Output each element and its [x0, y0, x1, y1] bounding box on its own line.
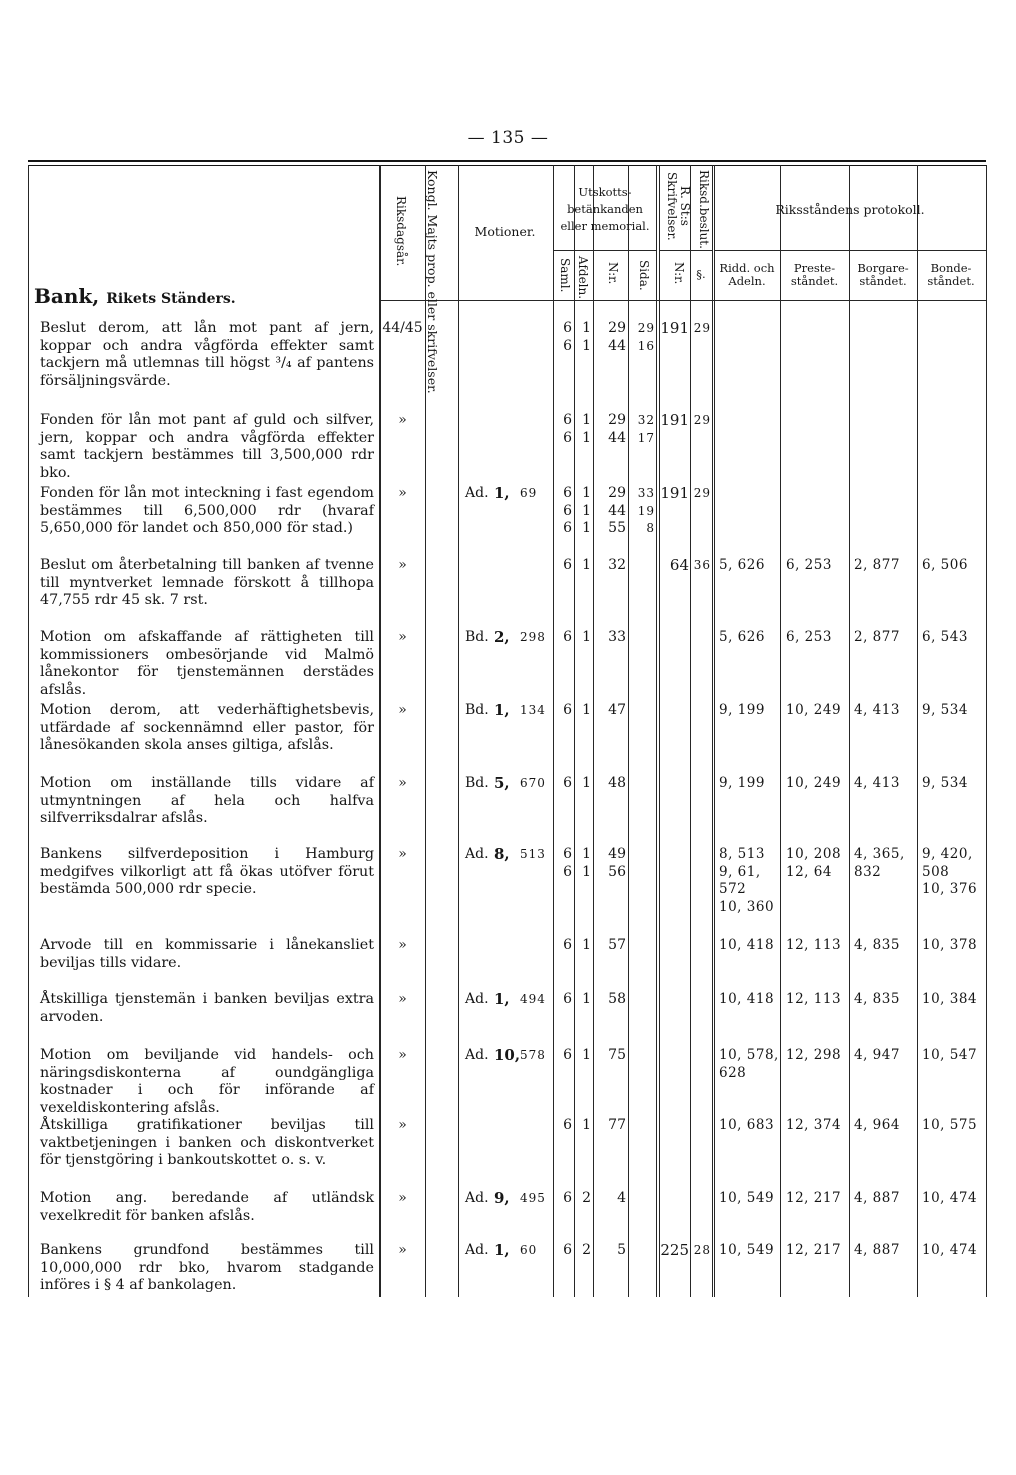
entry-protokoll-ridd: 10, 418: [719, 937, 775, 953]
header-preste: Preste- ståndet.: [790, 261, 839, 288]
header-rsts: R. St:s Skrifvelser.: [665, 172, 692, 241]
entry-afdeln: 1: [582, 702, 591, 718]
entry-sida: 33 19 8: [637, 486, 655, 535]
entry-saml: 6: [563, 1047, 572, 1063]
entry-motion-prefix: Ad.: [465, 485, 489, 501]
entry-saml: 6: [563, 991, 572, 1007]
col-line-right: [986, 165, 987, 1297]
entry-sida: 32 17: [637, 413, 655, 445]
entry-year: »: [398, 991, 407, 1007]
entry-protokoll-preste: 12, 298: [786, 1047, 842, 1063]
entry-protokoll-ridd: 8, 513 9, 61, 572 10, 360: [719, 846, 775, 915]
entry-motion-prefix: Bd.: [465, 702, 489, 718]
header-bonde: Bonde- ståndet.: [927, 261, 975, 288]
entry-nr: 58: [608, 991, 626, 1007]
entry-protokoll-bonde: 10, 474: [922, 1242, 978, 1258]
col-line-para: [712, 165, 713, 1297]
entry-year: »: [398, 702, 407, 718]
entry-text: Motion derom, att vederhäftighetsbevis, utfärdade af sockennämnd eller pastor, för lånesökanden skola anses giltiga, afslås.: [40, 702, 374, 753]
entry-protokoll-preste: 6, 253: [786, 629, 832, 645]
entry-motion-page: 513: [520, 847, 546, 861]
entry-protokoll-borgare: 4, 365, 832: [854, 846, 905, 880]
entry-protokoll-borgare: 2, 877: [854, 557, 900, 573]
entry-motion-number: 8,: [494, 845, 510, 863]
entry-saml: 6: [563, 702, 572, 718]
entry-saml: 6: [563, 937, 572, 953]
entry-afdeln: 1: [582, 1047, 591, 1063]
entry-afdeln: 1 1: [582, 320, 591, 354]
entry-text: Åtskilliga tjenstemän i banken beviljas extra arvoden.: [40, 991, 374, 1025]
entry-afdeln: 1: [582, 991, 591, 1007]
entry-year: »: [398, 1117, 407, 1133]
header-paragraph: §.: [696, 267, 706, 281]
entry-motion-prefix: Ad.: [465, 1242, 489, 1258]
entry-rst-nr: 191: [660, 484, 689, 502]
entry-protokoll-ridd: 10, 549: [719, 1242, 775, 1258]
entry-nr: 47: [608, 702, 626, 718]
entry-saml: 6 6: [563, 846, 572, 880]
entry-afdeln: 1 1 1: [582, 485, 591, 536]
page-number: — 135 —: [467, 128, 549, 148]
col-line-para-double: [714, 165, 715, 1297]
entry-nr: 29 44: [608, 320, 626, 354]
entry-nr: 57: [608, 937, 626, 953]
top-rule-thick: [28, 160, 986, 162]
entry-protokoll-preste: 10, 208 12, 64: [786, 846, 842, 880]
entry-text: Fonden för lån mot pant af guld och silfver, jern, koppar och andra vågförda effekter samt tackjern bestämmes till 3,500,000 rdr bko.: [40, 412, 374, 481]
header-nr: N:r.: [606, 262, 620, 285]
entry-saml: 6 6: [563, 412, 572, 446]
header-riksd: Riksd.beslut.: [697, 170, 711, 249]
entry-year: »: [398, 775, 407, 791]
entry-text: Arvode till en kommissarie i lånekansliet beviljas tills vidare.: [40, 937, 374, 971]
header-sida: Sida.: [637, 260, 651, 291]
entry-text: Bankens silfverdeposition i Hamburg medgifves vilkorligt att få ökas utöfver förut bestämda 500,000 rdr specie.: [40, 846, 374, 897]
entry-protokoll-ridd: 5, 626: [719, 629, 765, 645]
entry-saml: 6 6: [563, 320, 572, 354]
header-borgare: Borgare- ståndet.: [857, 261, 909, 288]
entry-protokoll-borgare: 4, 887: [854, 1242, 900, 1258]
section-title-sub: Rikets Ständers.: [106, 291, 236, 307]
entry-motion-number: 1,: [494, 1241, 510, 1259]
header-ridd: Ridd. och Adeln.: [719, 261, 775, 288]
entry-text: Motion om inställande tills vidare af utmyntningen af hela och halfva silfverriksdalrar afslås.: [40, 775, 374, 826]
header-riksdagsar: Riksdagsår.: [394, 196, 408, 267]
entry-motion-page: 298: [520, 630, 546, 644]
entry-protokoll-bonde: 10, 378: [922, 937, 978, 953]
header-subrule-utskotts: [553, 250, 656, 251]
entry-nr: 49 56: [608, 846, 626, 880]
entry-nr: 4: [617, 1190, 626, 1206]
entry-nr: 32: [608, 557, 626, 573]
header-saml: Saml.: [558, 258, 572, 293]
entry-afdeln: 2: [582, 1190, 591, 1206]
entry-protokoll-preste: 12, 374: [786, 1117, 842, 1133]
entry-nr: 75: [608, 1047, 626, 1063]
entry-saml: 6 6 6: [563, 485, 572, 536]
entry-protokoll-bonde: 9, 534: [922, 702, 968, 718]
entry-motion-page: 134: [520, 703, 546, 717]
entry-protokoll-bonde: 9, 420, 508 10, 376: [922, 846, 978, 897]
entry-motion-prefix: Ad.: [465, 991, 489, 1007]
entry-paragraph: 28: [693, 1243, 711, 1257]
entry-protokoll-borgare: 2, 877: [854, 629, 900, 645]
entry-protokoll-preste: 12, 217: [786, 1190, 842, 1206]
header-bottom-rule: [379, 300, 986, 301]
entry-rst-nr: 191: [660, 319, 689, 337]
entry-text: Fonden för lån mot inteckning i fast egendom bestämmes till 6,500,000 rdr (hvaraf 5,650,000 för landet och 850,000 för stad.): [40, 485, 374, 536]
header-motioner: Motioner.: [474, 224, 536, 239]
col-line-preste: [849, 165, 850, 1297]
entry-nr: 77: [608, 1117, 626, 1133]
col-line-left: [28, 165, 29, 1297]
entry-text: Motion om afskaffande af rättigheten till kommissioners ombesörjande vid Malmö lånekontor för tjenstemännen derstädes afslås.: [40, 629, 374, 698]
entry-year: »: [398, 1242, 407, 1258]
entry-protokoll-bonde: 10, 384: [922, 991, 978, 1007]
entry-motion-number: 1,: [494, 990, 510, 1008]
entry-motion-page: 60: [520, 1243, 538, 1257]
header-subrule-rst: [659, 250, 712, 251]
entry-motion-page: 494: [520, 992, 546, 1006]
entry-protokoll-borgare: 4, 413: [854, 775, 900, 791]
entry-motion-number: 10,: [494, 1046, 521, 1064]
entry-motion-page: 495: [520, 1191, 546, 1205]
entry-afdeln: 1 1: [582, 846, 591, 880]
entry-motion-number: 2,: [494, 628, 510, 646]
entry-protokoll-ridd: 9, 199: [719, 775, 765, 791]
entry-text: Motion om beviljande vid handels- och näringsdiskonterna af oundgängliga kostnader i och för införande af vexeldiskontering afslås.: [40, 1047, 374, 1116]
entry-protokoll-borgare: 4, 964: [854, 1117, 900, 1133]
entry-saml: 6: [563, 629, 572, 645]
entry-protokoll-preste: 12, 217: [786, 1242, 842, 1258]
entry-afdeln: 1: [582, 629, 591, 645]
entry-saml: 6: [563, 775, 572, 791]
entry-saml: 6: [563, 557, 572, 573]
entry-protokoll-bonde: 6, 543: [922, 629, 968, 645]
entry-saml: 6: [563, 1190, 572, 1206]
entry-afdeln: 1 1: [582, 412, 591, 446]
entry-protokoll-bonde: 10, 575: [922, 1117, 978, 1133]
entry-text: Beslut derom, att lån mot pant af jern, koppar och andra vågförda effekter samt tackjern må utlemnas till högst ³/₄ af pantens försäljningsvärde.: [40, 320, 374, 389]
entry-motion-page: 578: [520, 1048, 546, 1062]
entry-paragraph: 29: [693, 321, 711, 335]
header-subrule-protokoll: [714, 250, 986, 251]
entry-paragraph: 29: [693, 413, 711, 427]
entry-protokoll-ridd: 10, 683: [719, 1117, 775, 1133]
entry-motion-number: 9,: [494, 1189, 510, 1207]
header-protokoll: Riksståndens protokoll.: [775, 202, 925, 217]
entry-motion-number: 1,: [494, 701, 510, 719]
entry-nr: 29 44: [608, 412, 626, 446]
entry-year: »: [398, 1190, 407, 1206]
entry-afdeln: 2: [582, 1242, 591, 1258]
top-rule-thin: [28, 165, 986, 166]
entry-paragraph: 29: [693, 486, 711, 500]
entry-rst-nr: 191: [660, 411, 689, 429]
entry-saml: 6: [563, 1242, 572, 1258]
entry-year: »: [398, 412, 407, 428]
entry-protokoll-bonde: 9, 534: [922, 775, 968, 791]
entry-protokoll-borgare: 4, 413: [854, 702, 900, 718]
entry-protokoll-borgare: 4, 835: [854, 991, 900, 1007]
col-line-borgare: [917, 165, 918, 1297]
entry-protokoll-preste: 12, 113: [786, 991, 842, 1007]
entry-protokoll-ridd: 10, 578, 628: [719, 1047, 779, 1081]
entry-motion-number: 5,: [494, 774, 510, 792]
entry-rst-nr: 64: [669, 556, 689, 574]
entry-protokoll-preste: 10, 249: [786, 775, 842, 791]
section-title: [34, 284, 236, 308]
entry-sida: 29 16: [637, 321, 655, 353]
entry-protokoll-preste: 10, 249: [786, 702, 842, 718]
header-utskotts: Utskotts- betänkanden eller memorial.: [560, 185, 650, 233]
entry-motion-prefix: Ad.: [465, 1047, 489, 1063]
entry-afdeln: 1: [582, 775, 591, 791]
entry-rst-nr: 225: [660, 1241, 689, 1259]
entry-motion-prefix: Bd.: [465, 775, 489, 791]
entry-motion-page: 670: [520, 776, 546, 790]
entry-motion-prefix: Ad.: [465, 1190, 489, 1206]
header-afdeln: Afdeln.: [576, 256, 590, 300]
entry-afdeln: 1: [582, 1117, 591, 1133]
entry-paragraph: 36: [693, 558, 711, 572]
entry-protokoll-borgare: 4, 835: [854, 937, 900, 953]
entry-text: Beslut om återbetalning till banken af tvenne till myntverket lemnade förskott å tillhopa 47,755 rdr 45 sk. 7 rst.: [40, 557, 374, 608]
entry-year: »: [398, 557, 407, 573]
entry-protokoll-bonde: 6, 506: [922, 557, 968, 573]
entry-motion-page: 69: [520, 486, 538, 500]
entry-protokoll-bonde: 10, 547: [922, 1047, 978, 1063]
entry-afdeln: 1: [582, 557, 591, 573]
entry-year: »: [398, 629, 407, 645]
header-kongl: Kongl. Majts prop. eller skrifvelser.: [425, 170, 440, 394]
entry-nr: 5: [617, 1242, 626, 1258]
entry-year: 44/45: [382, 320, 423, 336]
section-title-main: Bank,: [34, 284, 100, 308]
entry-protokoll-preste: 6, 253: [786, 557, 832, 573]
entry-text: Bankens grundfond bestämmes till 10,000,000 rdr bko, hvarom stadgande införes i § 4 af bankolagen.: [40, 1242, 374, 1293]
entry-year: »: [398, 846, 407, 862]
entry-text: Åtskilliga gratifikationer beviljas till vaktbetjeningen i banken och diskontverket för tjenstgöring i bankoutskottet o. s. v.: [40, 1117, 374, 1168]
entry-motion-prefix: Ad.: [465, 846, 489, 862]
entry-nr: 33: [608, 629, 626, 645]
header-rsts-nr: N:r.: [672, 262, 686, 285]
entry-protokoll-preste: 12, 113: [786, 937, 842, 953]
entry-protokoll-borgare: 4, 947: [854, 1047, 900, 1063]
entry-text: Motion ang. beredande af utländsk vexelkredit för banken afslås.: [40, 1190, 374, 1224]
entry-protokoll-ridd: 10, 418: [719, 991, 775, 1007]
col-line-ridd: [780, 165, 781, 1297]
entry-motion-prefix: Bd.: [465, 629, 489, 645]
entry-year: »: [398, 485, 407, 501]
entry-protokoll-borgare: 4, 887: [854, 1190, 900, 1206]
entry-motion-number: 1,: [494, 484, 510, 502]
col-line-sida: [656, 165, 657, 1297]
entry-protokoll-ridd: 9, 199: [719, 702, 765, 718]
entry-protokoll-ridd: 5, 626: [719, 557, 765, 573]
entry-afdeln: 1: [582, 937, 591, 953]
col-line-kongl: [458, 165, 459, 1297]
entry-protokoll-bonde: 10, 474: [922, 1190, 978, 1206]
entry-year: »: [398, 1047, 407, 1063]
entry-protokoll-ridd: 10, 549: [719, 1190, 775, 1206]
entry-saml: 6: [563, 1117, 572, 1133]
entry-year: »: [398, 937, 407, 953]
entry-nr: 29 44 55: [608, 485, 626, 536]
entry-nr: 48: [608, 775, 626, 791]
